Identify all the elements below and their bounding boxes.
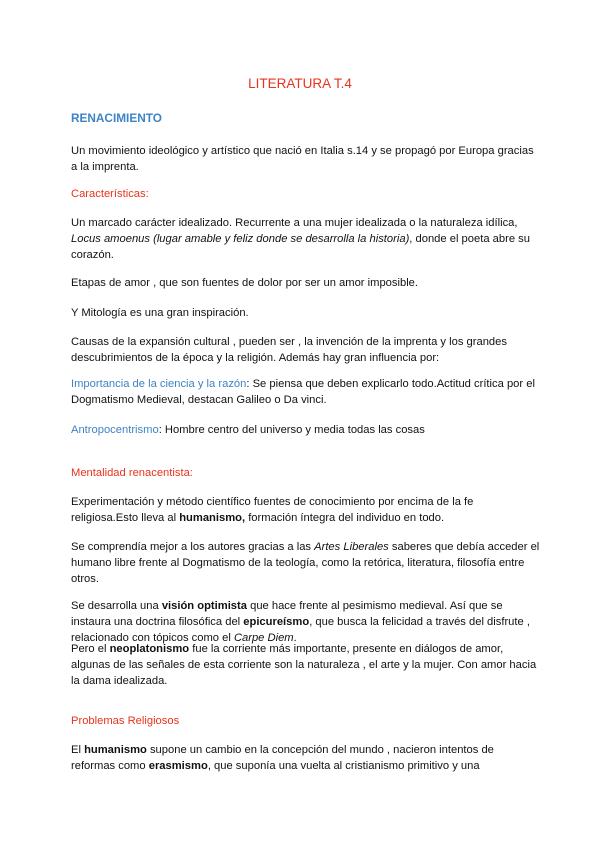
mentalidad-paragraph-3: Se desarrolla una visión optimista que hace frente al pesimismo medieval. Así que se instaura una doctrina filosófica del epicureísmo, que busca la felicidad a través del disfrute , relacionado con tópicos como el Carpe Diem.: [71, 600, 530, 645]
ciencia-label: Importancia de la ciencia y la razón: [71, 378, 247, 390]
mentalidad-heading: Mentalidad renacentista:: [71, 467, 193, 479]
ciencia-paragraph: Importancia de la ciencia y la razón: Se piensa que deben explicarlo todo.Actitud crítica por el Dogmatismo Medieval, destacan Galileo o Da vinci.: [71, 378, 535, 407]
section-heading: RENACIMIENTO: [71, 111, 162, 125]
caracteristicas-paragraph-2: Etapas de amor , que son fuentes de dolor por ser un amor imposible.: [71, 277, 419, 289]
intro-paragraph: Un movimiento ideológico y artístico que nació en Italia s.14 y se propagó por Europa gracias a la imprenta.: [71, 145, 534, 174]
antropocentrismo-label: Antropocentrismo: [71, 424, 159, 436]
mentalidad-paragraph-2: Se comprendía mejor a los autores gracias a las Artes Liberales saberes que debía acceder el humano libre frente al Dogmatismo de la teología, como la retórica, literatura, filosofía entre otros.: [71, 541, 540, 586]
problemas-heading: Problemas Religiosos: [71, 715, 180, 727]
caracteristicas-heading: Características:: [71, 188, 149, 200]
caracteristicas-paragraph-4: Causas de la expansión cultural , pueden ser , la invención de la imprenta y los grandes descubrimientos de la época y la religión. Además hay gran influencia por:: [71, 336, 507, 365]
problemas-paragraph-1: El humanismo supone un cambio en la concepción del mundo , nacieron intentos de reformas como erasmismo, que suponía una vuelta al cristianismo primitivo y una: [71, 744, 494, 773]
mentalidad-paragraph-4: Pero el neoplatonismo fue la corriente más importante, presente en diálogos de amor, algunas de las señales de esta corriente son la naturaleza , el arte y la mujer. Con amor hacia la dama idealizada.: [71, 643, 537, 688]
caracteristicas-paragraph-1: Un marcado carácter idealizado. Recurrente a una mujer idealizada o la naturaleza idílica, Locus amoenus (lugar amable y feliz donde se desarrolla la historia), donde el poeta abre su corazón.: [71, 217, 530, 262]
page-title: LITERATURA T.4: [248, 76, 352, 91]
antropocentrismo-paragraph: Antropocentrismo: Hombre centro del universo y media todas las cosas: [71, 424, 425, 436]
locus-amoenus-text: Locus amoenus (lugar amable y feliz donde se desarrolla la historia): [71, 233, 410, 246]
caracteristicas-paragraph-3: Y Mitología es una gran inspiración.: [71, 307, 249, 319]
mentalidad-paragraph-1: Experimentación y método científico fuentes de conocimiento por encima de la fe religiosa.Esto lleva al humanismo, formación íntegra del individuo en todo.: [71, 496, 474, 525]
